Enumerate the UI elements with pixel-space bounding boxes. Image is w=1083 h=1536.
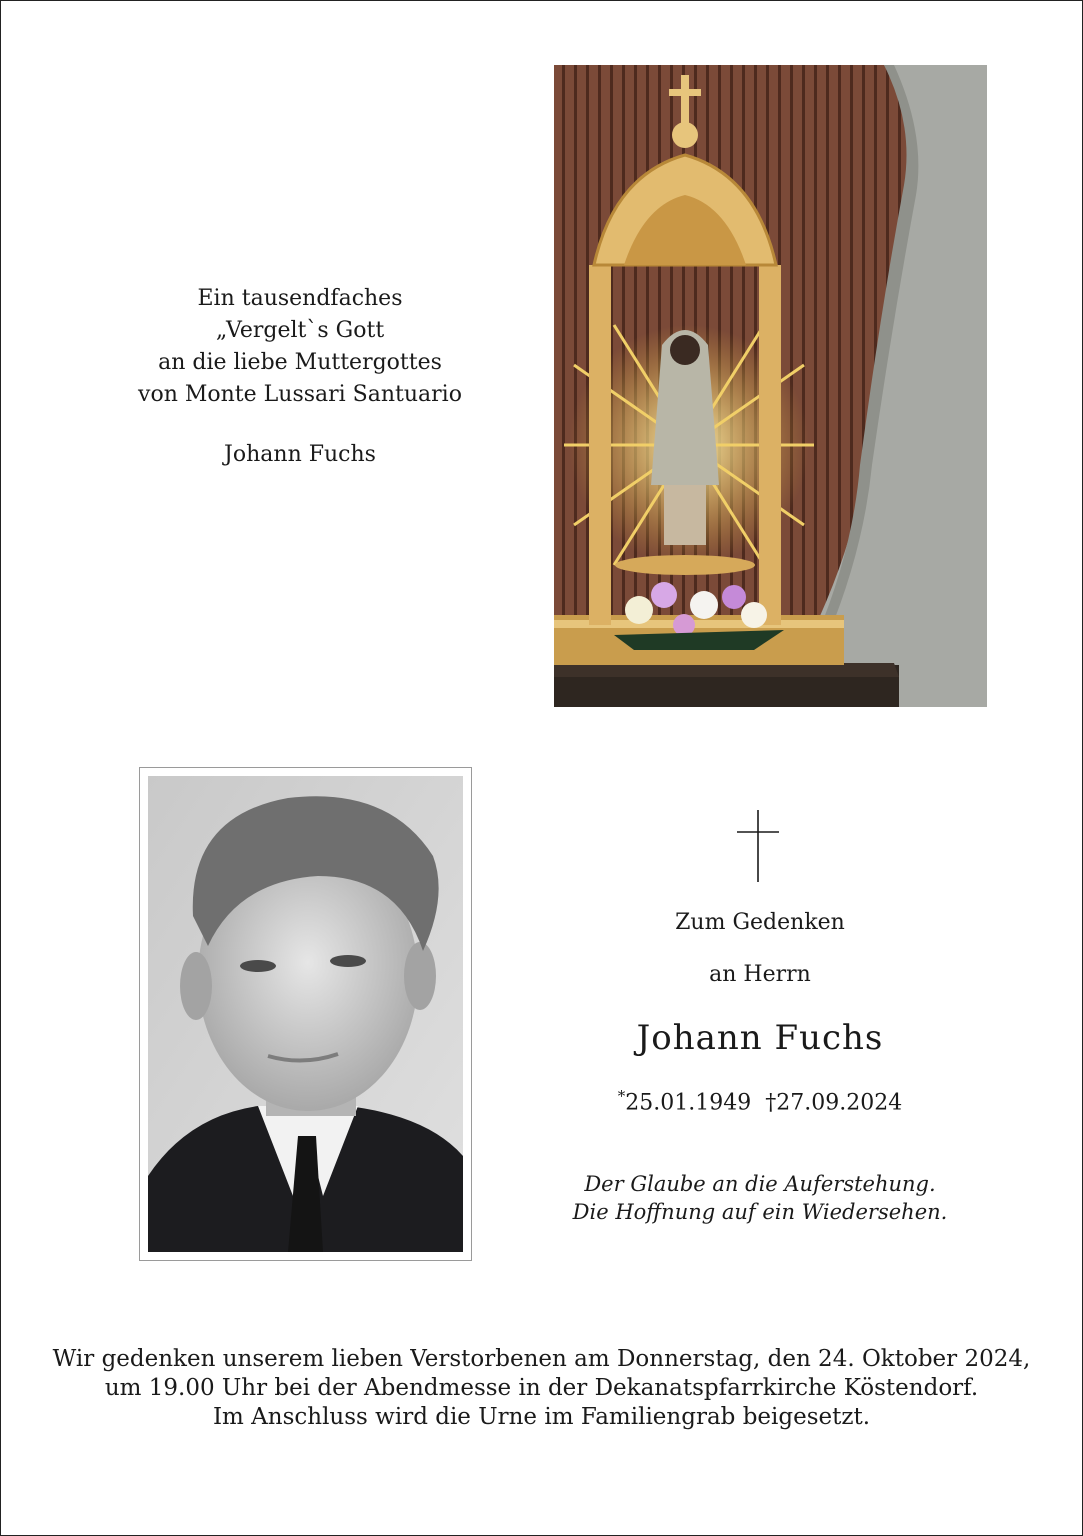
memorial-quote bbox=[520, 1170, 1000, 1226]
thanks-line: von Monte Lussari Santuario bbox=[138, 382, 462, 407]
announcement-line: Wir gedenken unserem lieben Verstorbenen am Donnerstag, den 24. Oktober 2024, bbox=[52, 1346, 1031, 1372]
quote-line: Der Glaube an die Auferstehung. bbox=[584, 1172, 936, 1196]
birth-date: 25.01.1949 bbox=[625, 1090, 752, 1116]
birth-mark: * bbox=[617, 1087, 626, 1105]
life-dates bbox=[560, 1087, 960, 1115]
quote-line: Die Hoffnung auf ein Wiedersehen. bbox=[572, 1200, 948, 1224]
portrait-frame bbox=[139, 767, 472, 1261]
madonna-shrine-photo bbox=[554, 65, 987, 707]
deceased-name: Johann Fuchs bbox=[636, 1018, 884, 1058]
death-date: 27.09.2024 bbox=[776, 1090, 903, 1116]
cross-icon bbox=[737, 810, 779, 882]
announcement-line: um 19.00 Uhr bei der Abendmesse in der Dekanatspfarrkirche Köstendorf. bbox=[104, 1375, 979, 1401]
service-announcement bbox=[20, 1345, 1063, 1432]
thanks-signature: Johann Fuchs bbox=[224, 442, 376, 467]
thanks-line: Ein tausendfaches bbox=[197, 286, 403, 311]
thanks-text bbox=[60, 283, 540, 471]
announcement-line: Im Anschluss wird die Urne im Familiengrab beigesetzt. bbox=[212, 1404, 871, 1430]
death-mark: † bbox=[765, 1090, 777, 1116]
memorial-heading: Zum Gedenken bbox=[675, 910, 845, 935]
thanks-line: an die liebe Muttergottes bbox=[158, 350, 442, 375]
memorial-salutation: an Herrn bbox=[709, 962, 811, 987]
portrait-photo bbox=[148, 776, 463, 1252]
thanks-line: „Vergelt`s Gott bbox=[215, 318, 385, 343]
